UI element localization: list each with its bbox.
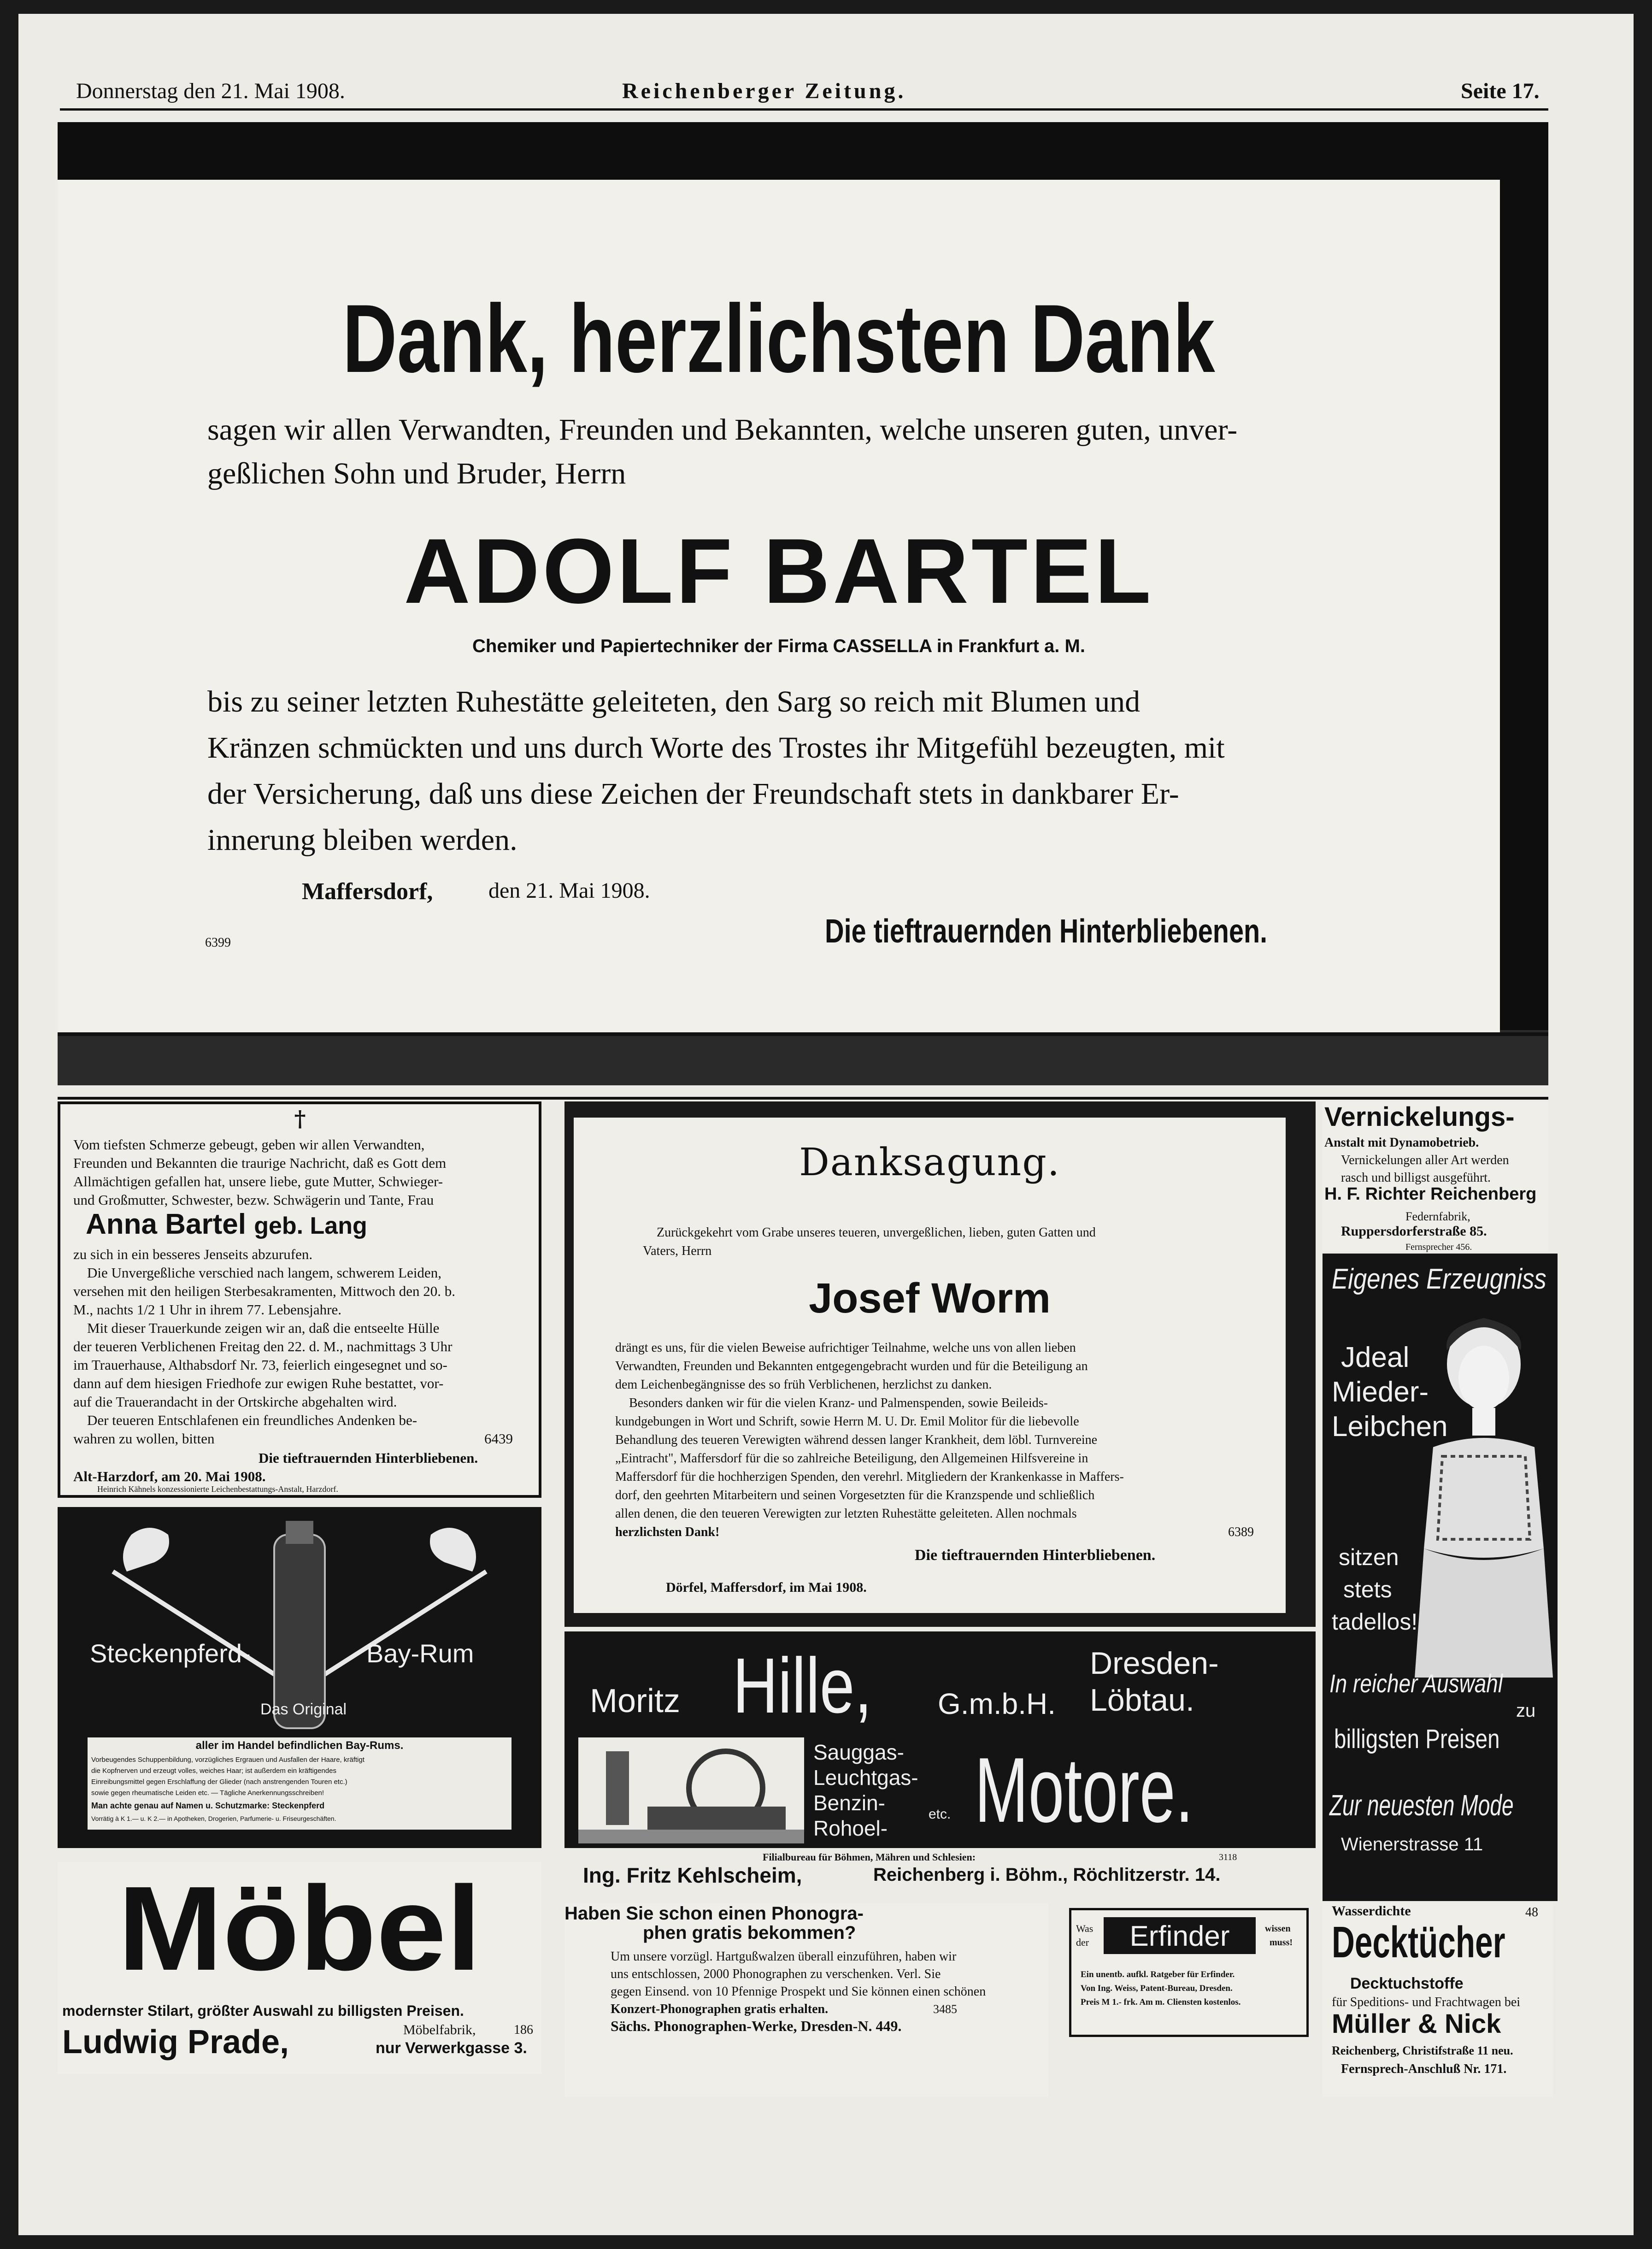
- mieder-product-2: Mieder-: [1332, 1376, 1429, 1408]
- danksagung-body-5: kundgebungen in Wort und Schrift, sowie Herrn M. U. Dr. Emil Molitor für die liebevolle: [615, 1414, 1079, 1429]
- danksagung-body-10: allen denen, die den teueren Verewigten zur letzten Ruhestätte geleiteten. Allen nochmals: [615, 1507, 1077, 1521]
- main-notice-body-3: der Versicherung, daß uns diese Zeichen der Freundschaft stets in dankbarer Er-: [207, 777, 1179, 811]
- decktuecher-company: Müller & Nick: [1332, 2009, 1501, 2039]
- header-paper-title: Reichenberger Zeitung.: [622, 79, 906, 103]
- anna-body-2: Die Unvergeßliche verschied nach langem, schwerem Leiden,: [87, 1265, 441, 1281]
- moebel-number: 186: [514, 2023, 533, 2037]
- hille-brand-3: G.m.b.H.: [938, 1687, 1056, 1720]
- phonograph-body-1: Um unsere vorzügl. Hartgußwalzen überall einzuführen, haben wir: [611, 1949, 957, 1964]
- mieder-ad: [1323, 1254, 1558, 1901]
- anna-body-7: im Trauerhause, Althabsdorf Nr. 73, feierlich eingesegnet und so-: [73, 1357, 447, 1373]
- danksagung-signature: Die tieftrauernden Hinterbliebenen.: [915, 1547, 1156, 1564]
- vernickelung-title: Vernickelungs-: [1324, 1102, 1515, 1132]
- hille-brand-1: Moritz: [590, 1683, 680, 1719]
- anna-bartel-notice: [58, 1101, 541, 1498]
- cross-symbol: †: [294, 1106, 306, 1132]
- hille-brand-2: Hille,: [733, 1642, 872, 1730]
- mieder-address: Wienerstrasse 11: [1341, 1834, 1483, 1855]
- main-notice-place: Maffersdorf,: [302, 878, 433, 905]
- mieder-slogan-4: Zur neuesten Mode: [1329, 1789, 1514, 1822]
- mieder-product-1: Jdeal: [1341, 1342, 1410, 1373]
- mieder-claim-3: tadellos!: [1332, 1609, 1418, 1635]
- main-notice-occupation: Chemiker und Papiertechniker der Firma CASSELLA in Frankfurt a. M.: [472, 636, 1085, 656]
- woman-illustration-icon: [1415, 1309, 1553, 1678]
- main-notice-date: den 21. Mai 1908.: [488, 878, 650, 903]
- danksagung-intro-2: Vaters, Herrn: [643, 1244, 712, 1258]
- phonograph-ad: [564, 1903, 1048, 2097]
- phonograph-body-4: Konzert-Phonographen gratis erhalten.: [611, 2002, 829, 2016]
- hille-type-1: Sauggas-: [813, 1740, 904, 1764]
- main-notice-intro-1: sagen wir allen Verwandten, Freunden und Bekannten, welche unseren guten, unver-: [207, 413, 1238, 447]
- anna-place-date: Alt-Harzdorf, am 20. Mai 1908.: [73, 1468, 266, 1484]
- main-notice-body-4: innerung bleiben werden.: [207, 823, 517, 857]
- phonograph-number: 3485: [933, 2002, 957, 2016]
- main-notice-body-2: Kränzen schmückten und uns durch Worte des Trostes ihr Mitgefühl bezeugten, mit: [207, 731, 1225, 765]
- erfinder-title-box: [1104, 1917, 1256, 1954]
- danksagung-place-date: Dörfel, Maffersdorf, im Mai 1908.: [666, 1580, 867, 1595]
- hille-type-3: Benzin-: [813, 1791, 885, 1815]
- steckenpferd-ad: [58, 1507, 541, 1848]
- moebel-company: Ludwig Prade,: [62, 2024, 289, 2061]
- danksagung-notice: [574, 1118, 1286, 1613]
- anna-line-4: und Großmutter, Schwester, bezw. Schwägerin und Tante, Frau: [73, 1192, 434, 1208]
- hille-agent-bar: Filialbureau für Böhmen, Mähren und Schlesien: 3118 Ing. Fritz Kehlscheim, Reichenberg i. Böhm., Röchlitzerstr. 14.: [564, 1848, 1316, 1892]
- anna-body-6: der teueren Verblichenen Freitag den 22. d. M., nachmittags 3 Uhr: [73, 1338, 453, 1354]
- danksagung-body-2: Verwandten, Freunden und Bekannten entgegengebracht wurden und für die Beteiligung an: [615, 1359, 1088, 1373]
- decktuecher-title: Decktücher: [1332, 1918, 1505, 1967]
- anna-body-8: dann auf dem hiesigen Friedhofe zur ewigen Ruhe bestattet, vor-: [73, 1375, 444, 1391]
- hille-type-4: Rohoel-: [813, 1816, 888, 1840]
- vernickelung-phone: Fernsprecher 456.: [1405, 1242, 1472, 1252]
- danksagung-intro-1: Zurückgekehrt vom Grabe unseres teueren, unvergeßlichen, lieben, guten Gatten und: [657, 1225, 1096, 1240]
- mieder-claim-1: sitzen: [1339, 1544, 1399, 1570]
- danksagung-body-11: herzlichsten Dank!: [615, 1525, 720, 1539]
- anna-printer: Heinrich Kähnels konzessionierte Leichenbestattungs-Anstalt, Harzdorf.: [97, 1484, 338, 1494]
- vernickelung-line-3: rasch und billigst ausgeführt.: [1341, 1171, 1491, 1185]
- steckenpferd-tagline: Das Original: [260, 1701, 347, 1718]
- danksagung-body-4: Besonders danken wir für die vielen Kranz- und Palmenspenden, sowie Beileids-: [629, 1396, 1048, 1410]
- phonograph-body-3: gegen Einsend. von 10 Pfennige Prospekt und Sie können einen schönen: [611, 1984, 986, 1999]
- main-notice-signature: Die tieftrauernden Hinterbliebenen.: [825, 913, 1268, 950]
- anna-line-2: Freunden und Bekannten die traurige Nachricht, daß es Gott dem: [73, 1155, 447, 1171]
- phonograph-title-1: Haben Sie schon einen Phonogra-: [564, 1903, 864, 1924]
- hille-city-1: Dresden-: [1090, 1646, 1219, 1681]
- anna-body-11: wahren zu wollen, bitten: [73, 1431, 215, 1447]
- header-date: Donnerstag den 21. Mai 1908.: [76, 79, 345, 103]
- anna-body-4: M., nachts 1/2 1 Uhr in ihrem 77. Lebensjahre.: [73, 1301, 341, 1318]
- vernickelung-company: H. F. Richter Reichenberg: [1324, 1184, 1537, 1204]
- moebel-line-2: Möbelfabrik,: [403, 2022, 476, 2037]
- moebel-line-1: modernster Stilart, größter Auswahl zu billigsten Preisen.: [62, 2002, 464, 2019]
- main-notice-intro-2: geßlichen Sohn und Bruder, Herrn: [207, 457, 626, 490]
- mieder-slogan-3: billigsten Preisen: [1334, 1724, 1500, 1754]
- mieder-slogan-1: In reicher Auswahl: [1329, 1669, 1503, 1698]
- steckenpferd-text-box: aller im Handel befindlichen Bay-Rums. Vorbeugendes Schuppenbildung, vorzügliches Ergrauen und Ausfallen der Haare, kräftigt die Kopfnerven und erzeugt volles, weiches Haar; ist außerdem ein kräftigendes Einreibungsmittel gegen Erschlaffung der Glieder (nach anstrengenden Touren etc.) sowie gegen rheumatische Leiden etc. — Tägliche Anerkennungsschreiben! Man achte genau auf Namen u. Schutzmarke: Steckenpferd Vorrätig à K 1.— u. K 2.— in Apotheken, Drogerien, Parfumerie- u. Friseurgeschäften.: [88, 1737, 511, 1830]
- anna-number: 6439: [484, 1431, 513, 1447]
- anna-body-5: Mit dieser Trauerkunde zeigen wir an, daß die entseelte Hülle: [87, 1320, 440, 1336]
- danksagung-body-3: dem Leichenbegängnisse des so früh Verblichenen, herzlichst zu danken.: [615, 1378, 992, 1392]
- main-notice-headline: Dank, herzlichsten Dank: [342, 284, 1215, 393]
- anna-body-3: versehen mit den heiligen Sterbesakramenten, Mittwoch den 20. b.: [73, 1283, 456, 1299]
- danksagung-body-9: dorf, den geehrten Mitarbeitern und seinen Vorgesetzten für die Kranzspende und schließlich: [615, 1488, 1095, 1502]
- steckenpferd-brand-right: Bay-Rum: [366, 1639, 474, 1668]
- header-page-number: Seite 17.: [1461, 79, 1540, 103]
- mieder-claim-2: stets: [1343, 1577, 1392, 1602]
- erfinder-title: Erfinder: [1129, 1920, 1230, 1952]
- phonograph-body-2: uns entschlossen, 2000 Phonographen zu verschenken. Verl. Sie: [611, 1967, 941, 1981]
- erfinder-ad: Was der Erfinder wissen muss! Ein unentb. aufkl. Ratgeber für Erfinder. Von Ing. Weiss, Patent-Bureau, Dresden. Preis M 1.- frk. Am m. Cliensten kostenlos.: [1069, 1908, 1309, 2037]
- hille-city-2: Löbtau.: [1090, 1683, 1194, 1718]
- anna-line-1: Vom tiefsten Schmerze gebeugt, geben wir allen Verwandten,: [73, 1136, 425, 1153]
- anna-line-3: Allmächtigen gefallen hat, unsere liebe, gute Mutter, Schwieger-: [73, 1173, 443, 1189]
- phonograph-company: Sächs. Phonographen-Werke, Dresden-N. 449.: [611, 2018, 902, 2034]
- mieder-product-3: Leibchen: [1332, 1411, 1448, 1442]
- main-notice-name: ADOLF BARTEL: [404, 520, 1154, 623]
- danksagung-name: Josef Worm: [809, 1275, 1051, 1322]
- main-notice-body-1: bis zu seiner letzten Ruhestätte geleiteten, den Sarg so reich mit Blumen und: [207, 685, 1141, 718]
- engine-illustration-icon: [578, 1737, 804, 1843]
- steckenpferd-brand-left: Steckenpferd-: [90, 1639, 251, 1668]
- phonograph-title-2: phen gratis bekommen?: [643, 1923, 856, 1943]
- header-rule: [60, 108, 1548, 111]
- danksagung-body-1: drängt es uns, für die vielen Beweise aufrichtiger Teilnahme, welche uns von allen lieben: [615, 1341, 1076, 1355]
- decktuecher-ad: Wasserdichte 48 Decktücher Decktuchstoffe für Speditions- und Frachtwagen bei Müller & Nick Reichenberg, Christifstraße 11 neu. Fernsprech-Anschluß Nr. 171.: [1323, 1903, 1553, 2097]
- hille-etc: etc.: [929, 1807, 951, 1822]
- main-notice-number: 6399: [205, 936, 231, 950]
- danksagung-body-8: Maffersdorf für die hochherzigen Spenden, den verehrl. Mitgliedern der Krankenkasse in Maffers-: [615, 1470, 1124, 1484]
- main-notice-bottom-band: [58, 1030, 1548, 1085]
- danksagung-number: 6389: [1228, 1525, 1254, 1539]
- vernickelung-address: Ruppersdorferstraße 85.: [1341, 1224, 1487, 1239]
- hille-ad: [564, 1631, 1316, 1892]
- anna-body-1: zu sich in ein besseres Jenseits abzurufen.: [73, 1246, 313, 1262]
- mieder-slogan-2: zu: [1516, 1701, 1536, 1721]
- anna-body-10: Der teueren Entschlafenen ein freundliches Andenken be-: [87, 1412, 417, 1428]
- danksagung-body-7: „Eintracht", Maffersdorf für die so zahlreiche Beteiligung, den Allgemeinen Hilfsvereine in: [615, 1451, 1088, 1466]
- anna-name: Anna Bartel geb. Lang: [86, 1208, 367, 1240]
- moebel-address: nur Verwerkgasse 3.: [376, 2039, 527, 2057]
- anna-signature: Die tieftrauernden Hinterbliebenen.: [259, 1450, 478, 1466]
- mieder-title: Eigenes Erzeugniss: [1332, 1263, 1546, 1295]
- hille-product: Motore.: [975, 1739, 1193, 1842]
- vernickelung-ad: [1323, 1101, 1548, 1251]
- moebel-ad: [58, 1862, 541, 2074]
- main-notice: [58, 180, 1500, 1032]
- anna-body-9: auf die Trauerandacht in der Ortskirche abgehalten wird.: [73, 1394, 397, 1410]
- hille-type-2: Leuchtgas-: [813, 1766, 918, 1790]
- moebel-title: Möbel: [118, 1862, 482, 1996]
- danksagung-body-6: Behandlung des teueren Verewigten während dessen langer Krankheit, dem löbl. Turnvereine: [615, 1433, 1098, 1447]
- vernickelung-line-4: Federnfabrik,: [1405, 1210, 1470, 1223]
- vernickelung-line-1: Anstalt mit Dynamobetrieb.: [1324, 1136, 1479, 1150]
- vernickelung-line-2: Vernickelungen aller Art werden: [1341, 1153, 1509, 1167]
- danksagung-title: Danksagung.: [799, 1141, 1060, 1184]
